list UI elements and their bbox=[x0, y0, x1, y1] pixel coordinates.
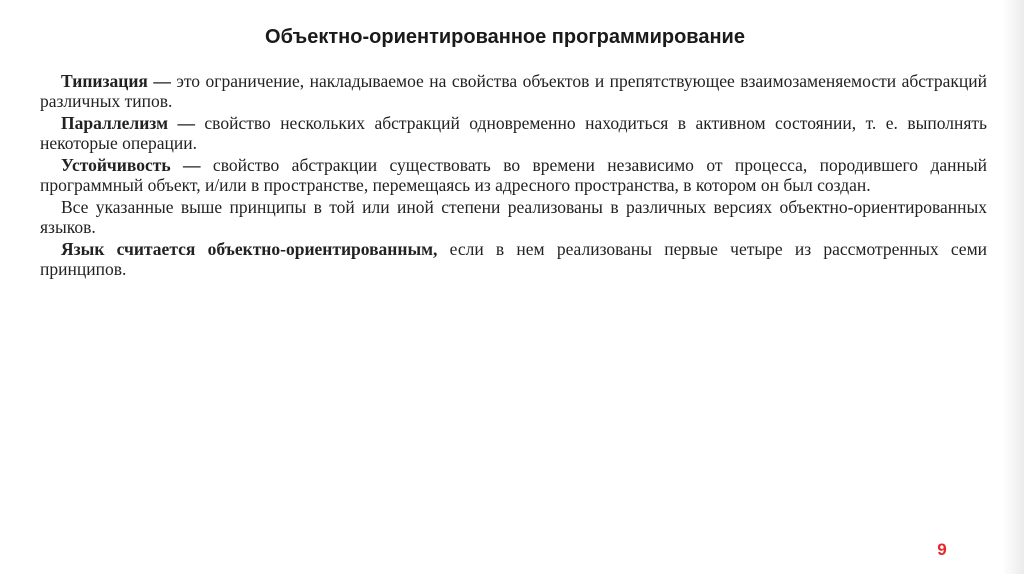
slide-edge-shadow bbox=[1002, 0, 1024, 574]
paragraph-typing bbox=[40, 72, 987, 111]
page-number: 9 bbox=[937, 540, 947, 559]
definition-typing: это ограничение, накладываемое на свойства объектов и препятствующее взаимозаменяемости абстракций различных типов. bbox=[40, 71, 987, 111]
paragraph-summary bbox=[40, 198, 987, 237]
slide-body bbox=[40, 72, 987, 282]
paragraph-parallelism bbox=[40, 114, 987, 153]
definition-parallelism: свойство нескольких абстракций одновременно находиться в активном состоянии, т. е. выполнять некоторые операции. bbox=[40, 113, 987, 153]
term-typing: Типизация — bbox=[61, 71, 171, 91]
summary-text: Все указанные выше принципы в той или иной степени реализованы в различных версиях объектно-ориентированных языков. bbox=[40, 197, 987, 237]
paragraph-persistence bbox=[40, 156, 987, 195]
definition-persistence: свойство абстракции существовать во времени независимо от процесса, породившего данный программный объект, и/или в пространстве, перемещаясь из адресного пространства, в котором он был создан. bbox=[40, 155, 987, 195]
slide-title: Объектно-ориентированное программирование bbox=[265, 26, 745, 48]
conclusion-text: если в нем реализованы первые четыре из рассмотренных семи принципов. bbox=[40, 239, 988, 279]
term-persistence: Устойчивость — bbox=[61, 155, 201, 175]
term-parallelism: Параллелизм — bbox=[61, 113, 195, 133]
paragraph-conclusion bbox=[40, 240, 987, 279]
term-oo-language: Язык считается объектно-ориентированным, bbox=[61, 239, 438, 259]
